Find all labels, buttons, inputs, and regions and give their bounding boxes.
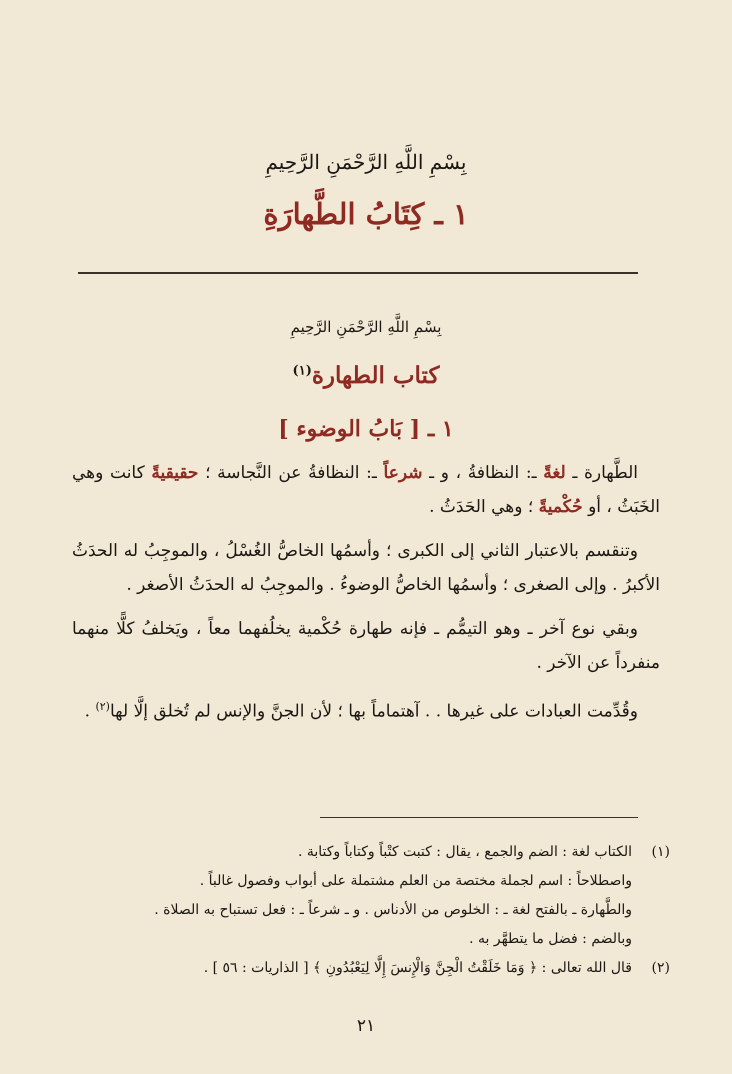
footnote-line: قال الله تعالى : ﴿ وَمَا خَلَقْتُ الْجِنَّ وَالْإِنسَ إِلَّا لِيَعْبُدُونِ ﴾ [ الذاريات : ٥٦ ] . — [203, 960, 632, 976]
chapter-title: ١ ـ كِتَابُ الطَّهارَةِ — [263, 197, 469, 231]
footnote-line: الكتاب لغة : الضم والجمع ، يقال : كتبت كتْباً وكتاباً وكتابة . — [297, 844, 632, 860]
footnote-line: وبالضم : فضل ما يتطهَّر به . — [469, 931, 632, 947]
footnote-body — [60, 954, 632, 983]
footnote-number: (٢) — [651, 960, 670, 976]
paragraph-1 — [72, 456, 660, 524]
body-text — [72, 456, 660, 739]
footnote-1 — [60, 838, 670, 954]
paragraph-3: وبقي نوع آخر ـ وهو التيمُّم ـ فإنه طهارة حُكْمية يخلُفهما معاً ، ويَخلفُ كلًّا منهما منفرداً عن الآخر . — [72, 619, 660, 673]
section-title: ١ ـ [ بَابُ الوضوء ] — [278, 416, 454, 442]
footnote-line: واصطلاحاً : اسم لجملة مختصة من العلم مشتملة على أبواب وفصول غالباً . — [199, 873, 632, 889]
footnote-line: والطَّهارة ـ بالفتح لغة ـ : الخلوص من الأدناس . و ـ شرعاً ـ : فعل تستباح به الصلاة . — [154, 902, 632, 918]
p1-part: ـ: النظافةُ ، و ـ — [429, 463, 537, 483]
page-number: ٢١ — [356, 1016, 376, 1036]
term-lughatan: لغةً — [543, 463, 566, 483]
p1-part: ؛ وهي الحَدَثُ . — [429, 497, 534, 517]
book-title-text: كتاب الطهارة — [311, 362, 440, 389]
main-basmala: بِسْمِ اللَّهِ الرَّحْمَنِ الرَّحِيمِ — [290, 318, 442, 336]
paragraph-4 — [72, 690, 660, 729]
p4-text: وقُدِّمت العبادات على غيرها . . آهتماماً بها ؛ لأن الجنَّ والإنس لم تُخلق إلَّا لها — [109, 701, 638, 722]
term-haqiqiyya: حقيقيةً — [151, 463, 199, 483]
term-sharan: شرعاً — [383, 463, 423, 483]
header-basmala: بِسْمِ اللَّهِ الرَّحْمَنِ الرَّحِيمِ — [265, 150, 467, 174]
footnote-ref-1: (١) — [292, 363, 312, 379]
footnotes — [60, 838, 670, 983]
p1-part: كانت وهي الخَبَثُ ، أو — [72, 463, 660, 517]
footnote-number: (١) — [651, 844, 670, 860]
footnote-body — [60, 838, 632, 954]
header-divider — [78, 272, 638, 274]
footnote-ref-2: (٢) — [95, 700, 110, 713]
p1-part: الطَّهارة ـ — [572, 463, 638, 483]
paragraph-2: وتنقسم بالاعتبار الثاني إلى الكبرى ؛ وأسمُها الخاصُّ الغُسْلُ ، والموجِبُ له الحدَثُ الأكبرُ . وإلى الصغرى ؛ وأسمُها الخاصُّ الوضوءُ . والموجِبُ له الحدَثُ الأصغر . — [72, 541, 660, 595]
footnote-divider — [320, 817, 638, 818]
p1-part: ـ: النظافةُ عن النَّجاسة ؛ — [205, 463, 377, 483]
term-hukmiyya: حُكْميةً — [538, 497, 583, 517]
footnote-2 — [60, 954, 670, 983]
book-title — [0, 362, 732, 389]
p4-end: . — [84, 701, 96, 722]
